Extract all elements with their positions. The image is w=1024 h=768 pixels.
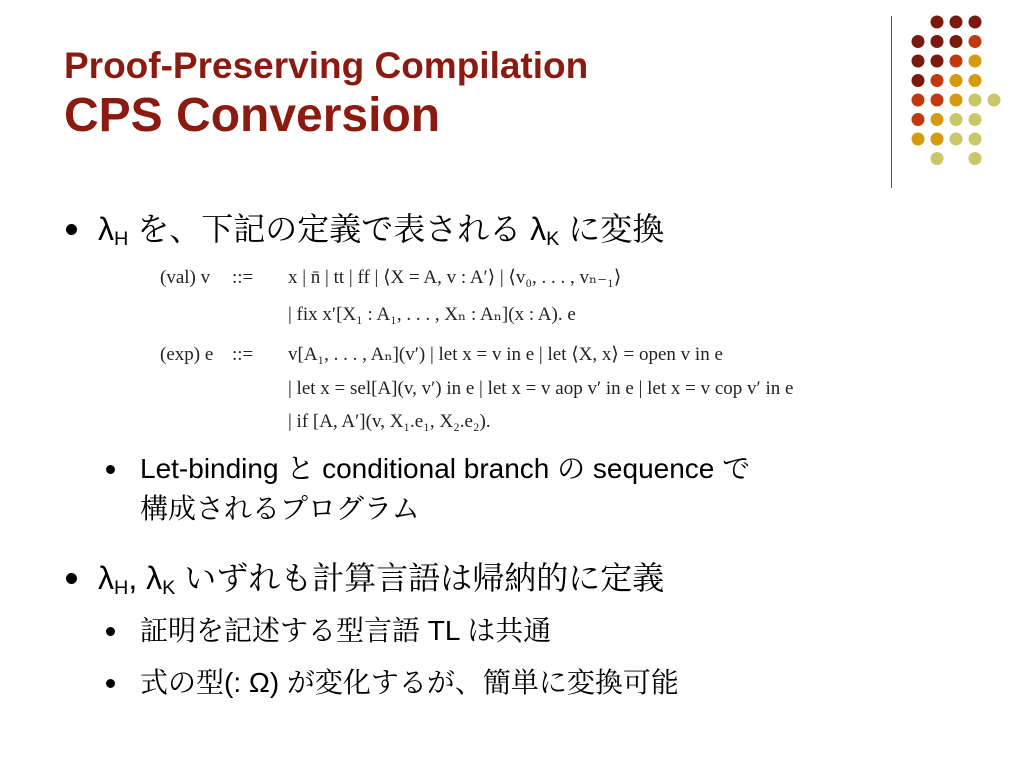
grammar-lhs: (val) v (160, 267, 211, 288)
decoration-dot (950, 55, 963, 68)
grammar-rhs: v[A₁, . . . , Aₙ](v′) | let x = v in e | let ⟨X, x⟩ = open v in e (288, 344, 723, 365)
grammar-rhs: | let x = sel[A](v, v′) in e | let x = v aop v′ in e | let x = v cop v′ in e (288, 378, 794, 399)
decoration-dot (931, 74, 944, 87)
decoration-dot (912, 55, 925, 68)
decoration-dot (931, 152, 944, 165)
sub-bullet-1-line-1: Let-binding と conditional branch の sequence で (140, 453, 751, 484)
bullet-dot (66, 573, 77, 584)
title-line-2: CPS Conversion (64, 89, 441, 142)
decoration-dot (969, 74, 982, 87)
sub-bullet-1-line-2: 構成されるプログラム (140, 493, 420, 524)
slide-title (64, 44, 588, 144)
decoration-dot (950, 16, 963, 29)
sub-bullet-dot (106, 465, 115, 474)
decoration-dot (969, 152, 982, 165)
bullet-dot (66, 224, 77, 235)
decoration-dot (931, 133, 944, 146)
bullet-2-text: $\lambda_H$, $\lambda_K$ いずれも計算言語は帰納的に定義 (98, 560, 665, 599)
decoration-dot (969, 16, 982, 29)
decoration-dot (969, 55, 982, 68)
decoration-dot (912, 74, 925, 87)
decoration-dot (912, 94, 925, 107)
decoration-dot (969, 133, 982, 146)
decoration-dot (912, 35, 925, 48)
decoration-dot (950, 133, 963, 146)
decoration-dot (931, 16, 944, 29)
decoration-dot (950, 113, 963, 126)
decoration-dot (912, 113, 925, 126)
grammar-rhs: x | n̄ | tt | ff | ⟨X = A, v : A′⟩ | ⟨v₀, . . . , vₙ₋₁⟩ (288, 267, 622, 288)
grammar-op: ::= (232, 267, 254, 288)
decoration-dot (969, 35, 982, 48)
dot-grid-decoration (900, 10, 1020, 170)
decoration-dot (931, 94, 944, 107)
grammar-lhs: (exp) e (160, 344, 214, 365)
decoration-dot (950, 35, 963, 48)
grammar-rhs: | if [A, A′](v, X₁.e₁, X₂.e₂). (288, 411, 491, 432)
decoration-dot (931, 55, 944, 68)
decoration-dot (931, 35, 944, 48)
grammar-op: ::= (232, 344, 254, 365)
divider-line (891, 16, 892, 188)
sub-bullet-3-text: 式の型(: Ω) が変化するが、簡単に変換可能 (140, 667, 679, 698)
decoration-dot (969, 94, 982, 107)
sub-bullet-dot (106, 627, 115, 636)
grammar-rhs: | fix x′[X₁ : A₁, . . . , Xₙ : Aₙ](x : A). e (288, 304, 576, 325)
sub-bullet-2-text: 証明を記述する型言語 TL は共通 (140, 615, 552, 646)
bullet-1-text: $\lambda_H$ を、下記の定義で表される $\lambda_K$ に変換 (98, 211, 665, 250)
decoration-dot (950, 74, 963, 87)
decoration-dot (950, 94, 963, 107)
title-line-1: Proof-Preserving Compilation (64, 45, 589, 86)
decoration-dot (912, 133, 925, 146)
decoration-dot (988, 94, 1001, 107)
decoration-dot (931, 113, 944, 126)
decoration-dot (969, 113, 982, 126)
sub-bullet-dot (106, 679, 115, 688)
